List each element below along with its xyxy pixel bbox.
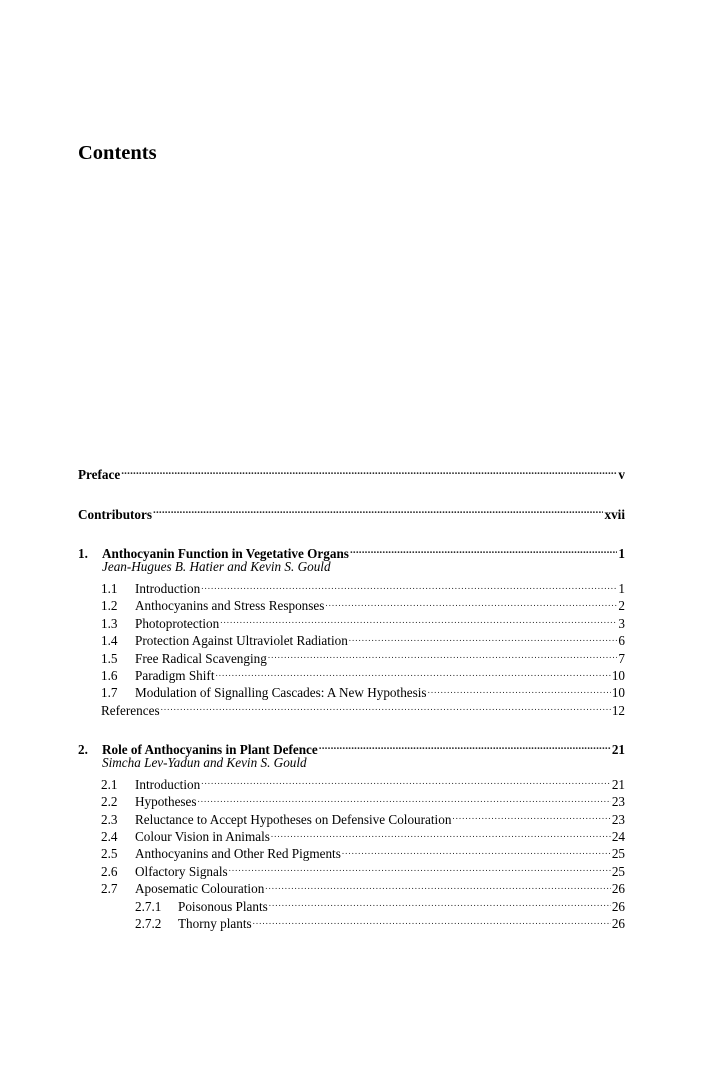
- section-page: 6: [618, 633, 625, 649]
- dot-leader: [198, 789, 611, 806]
- section-number: 2.2: [101, 794, 118, 810]
- dot-leader: [201, 771, 611, 788]
- section-number: 1.6: [101, 667, 118, 683]
- toc-entry-page: xvii: [604, 506, 625, 522]
- dot-leader: [349, 628, 618, 645]
- dot-leader: [153, 501, 603, 518]
- references-page: 12: [611, 702, 625, 718]
- section-title: Introduction: [135, 580, 201, 596]
- dot-leader: [161, 697, 611, 714]
- section-page: 1: [618, 580, 625, 596]
- toc-subsection-2-7-2[interactable]: [78, 911, 625, 931]
- dot-leader: [216, 663, 611, 680]
- references-title: References: [101, 702, 160, 718]
- section-page: 3: [618, 615, 625, 631]
- table-of-contents: [78, 462, 625, 931]
- section-page: 24: [611, 829, 625, 845]
- dot-leader: [229, 858, 611, 875]
- dot-leader: [253, 911, 611, 928]
- toc-chapter-2[interactable]: [78, 737, 625, 758]
- subsection-number: 2.7.2: [135, 915, 162, 931]
- chapter-title: Role of Anthocyanins in Plant Defence: [102, 742, 318, 758]
- toc-section-1-6[interactable]: [78, 663, 625, 683]
- section-page: 21: [611, 776, 625, 792]
- section-number: 2.7: [101, 881, 118, 897]
- dot-leader: [350, 541, 617, 558]
- toc-section-1-7[interactable]: [78, 680, 625, 701]
- chapter-title: Anthocyanin Function in Vegetative Organs: [102, 546, 349, 562]
- dot-leader: [452, 806, 610, 823]
- subsection-page: 26: [611, 915, 625, 931]
- dot-leader: [268, 645, 618, 662]
- section-title: Introduction: [135, 776, 201, 792]
- toc-entry-page: v: [618, 467, 625, 483]
- toc-section-1-2[interactable]: [78, 593, 625, 614]
- dot-leader: [319, 737, 611, 754]
- section-title: Olfactory Signals: [135, 863, 228, 879]
- toc-section-2-5[interactable]: [78, 841, 625, 862]
- section-page: 10: [611, 685, 625, 701]
- section-page: 25: [611, 846, 625, 862]
- chapter-number: 1.: [78, 546, 88, 562]
- section-page: 25: [611, 863, 625, 879]
- section-number: 2.1: [101, 776, 118, 792]
- dot-leader: [428, 680, 611, 697]
- section-title: Hypotheses: [135, 794, 197, 810]
- section-title: Protection Against Ultraviolet Radiation: [135, 633, 348, 649]
- dot-leader: [220, 610, 617, 627]
- toc-section-2-7[interactable]: [78, 876, 625, 897]
- dot-leader: [201, 576, 617, 593]
- toc-section-1-5[interactable]: [78, 645, 625, 666]
- dot-leader: [325, 593, 617, 610]
- section-page: 10: [611, 667, 625, 683]
- section-title: Aposematic Colouration: [135, 881, 265, 897]
- section-page: 23: [611, 794, 625, 810]
- toc-subsection-2-7-1[interactable]: [78, 893, 625, 914]
- toc-section-2-3[interactable]: [78, 806, 625, 827]
- toc-section-1-1[interactable]: [78, 576, 625, 596]
- dot-leader: [265, 876, 611, 893]
- dot-leader: [121, 462, 617, 479]
- chapter-number: 2.: [78, 742, 88, 758]
- section-number: 1.5: [101, 650, 118, 666]
- subsection-number: 2.7.1: [135, 898, 162, 914]
- section-number: 2.4: [101, 829, 118, 845]
- chapter-authors: Jean-Hugues B. Hatier and Kevin S. Gould: [102, 559, 331, 575]
- dot-leader: [269, 893, 611, 910]
- chapter-page: 21: [611, 742, 625, 758]
- toc-section-2-6[interactable]: [78, 858, 625, 879]
- toc-section-2-4[interactable]: [78, 824, 625, 845]
- toc-references-1[interactable]: [78, 697, 625, 718]
- section-number: 1.1: [101, 580, 118, 596]
- section-number: 2.3: [101, 811, 118, 827]
- section-title: Anthocyanins and Other Red Pigments: [135, 846, 341, 862]
- subsection-page: 26: [611, 898, 625, 914]
- section-page: 26: [611, 881, 625, 897]
- toc-entry-contributors[interactable]: [78, 501, 625, 522]
- chapter-page: 1: [618, 546, 625, 562]
- toc-section-2-1[interactable]: [78, 771, 625, 792]
- section-title: Reluctance to Accept Hypotheses on Defensive Colouration: [135, 811, 452, 827]
- section-title: Anthocyanins and Stress Responses: [135, 598, 325, 614]
- chapter-authors: Simcha Lev-Yadun and Kevin S. Gould: [102, 755, 307, 771]
- section-title: Photoprotection: [135, 615, 220, 631]
- section-number: 1.7: [101, 685, 118, 701]
- toc-section-1-4[interactable]: [78, 628, 625, 649]
- subsection-title: Thorny plants: [178, 915, 252, 931]
- page-title: Contents: [78, 142, 157, 164]
- section-number: 2.5: [101, 846, 118, 862]
- toc-entry-title: Preface: [78, 467, 121, 483]
- section-number: 2.6: [101, 863, 118, 879]
- section-number: 1.4: [101, 633, 118, 649]
- section-title: Paradigm Shift: [135, 667, 215, 683]
- toc-section-1-3[interactable]: [78, 610, 625, 631]
- toc-chapter-1[interactable]: [78, 541, 625, 562]
- section-page: 7: [618, 650, 625, 666]
- toc-entry-title: Contributors: [78, 506, 152, 522]
- dot-leader: [271, 824, 611, 841]
- section-page: 2: [618, 598, 625, 614]
- toc-section-2-2[interactable]: [78, 789, 625, 810]
- section-title: Free Radical Scavenging: [135, 650, 267, 666]
- section-number: 1.3: [101, 615, 118, 631]
- toc-entry-preface[interactable]: [78, 462, 625, 483]
- section-number: 1.2: [101, 598, 118, 614]
- section-page: 23: [611, 811, 625, 827]
- section-title: Colour Vision in Animals: [135, 829, 270, 845]
- section-title: Modulation of Signalling Cascades: A New Hypothesis: [135, 685, 427, 701]
- subsection-title: Poisonous Plants: [178, 898, 268, 914]
- dot-leader: [342, 841, 611, 858]
